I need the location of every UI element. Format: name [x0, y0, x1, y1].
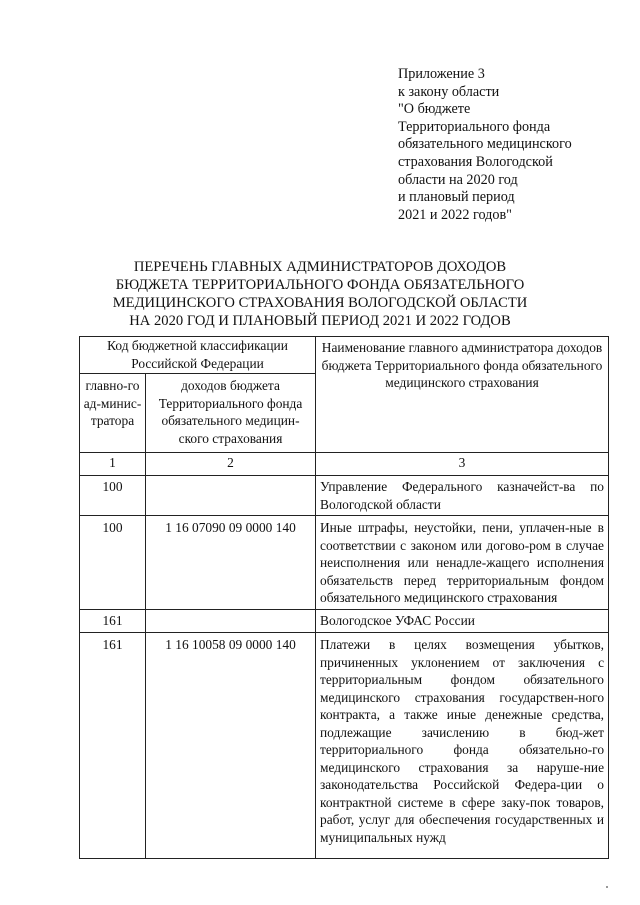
title-line: МЕДИЦИНСКОГО СТРАХОВАНИЯ ВОЛОГОДСКОЙ ОБЛАСТИ [112, 295, 528, 311]
document-title [60, 258, 580, 330]
admin-code: 161 [80, 609, 146, 633]
column-number: 3 [316, 453, 609, 476]
appendix-line: Территориального фонда [398, 118, 551, 135]
column-number: 2 [146, 453, 316, 476]
admin-code: 100 [80, 476, 146, 516]
table-row [80, 516, 609, 610]
title-line: НА 2020 ГОД И ПЛАНОВЫЙ ПЕРИОД 2021 И 2022 ГОДОВ [129, 313, 511, 329]
appendix-line: 2021 и 2022 годов" [398, 206, 512, 223]
table-row [80, 476, 609, 516]
administrators-table [79, 336, 609, 859]
income-code: 1 16 10058 09 0000 140 [146, 633, 316, 859]
appendix-line: к закону области [398, 83, 500, 100]
appendix-line: Приложение 3 [398, 66, 485, 82]
admin-name: Вологодское УФАС России [316, 609, 609, 633]
admin-code: 161 [80, 633, 146, 859]
appendix-line: страхования Вологодской [398, 153, 553, 170]
header-admin-name: Наименование главного администратора доходов бюджета Территориального фонда обязательного медицинского страхования [316, 337, 609, 453]
header-admin-code: главно-го ад-минис-тратора [80, 374, 146, 453]
admin-name: Платежи в целях возмещения убытков, причиненных уклонением от заключения с территориальным фондом обязательного медицинского страхования государствен-ного контракта, а также иные денежные средства, подлежащие зачислению в бюд-жет территориального фонда обязательно-го медицинского страхования за наруше-ние законодательства Российской Федера-ции о контрактной системе в сфере заку-пок товаров, работ, услуг для обеспечения государственных и муниципальных нужд [316, 633, 609, 859]
scan-speck [606, 886, 608, 888]
income-code [146, 476, 316, 516]
table-header-row [80, 337, 609, 374]
appendix-line: области на 2020 год [398, 171, 518, 188]
title-line: БЮДЖЕТА ТЕРРИТОРИАЛЬНОГО ФОНДА ОБЯЗАТЕЛЬНОГО [115, 277, 525, 293]
admin-name: Иные штрафы, неустойки, пени, уплачен-ные в соответствии с законом или догово-ром в случае неисполнения или ненадле-жащего исполнения обязательств перед территориальным фондом обязательного медицинского страхования [316, 516, 609, 610]
admin-name: Управление Федерального казначейст-ва по Вологодской области [316, 476, 609, 516]
appendix-line: обязательного медицинского [398, 136, 572, 153]
appendix-line: "О бюджете [398, 101, 471, 118]
header-income-code: доходов бюджета Территориального фонда обязательного медицин-ского страхования [146, 374, 316, 453]
table-row [80, 609, 609, 633]
income-code [146, 609, 316, 633]
income-code: 1 16 07090 09 0000 140 [146, 516, 316, 610]
appendix-note [398, 66, 628, 224]
title-line: ПЕРЕЧЕНЬ ГЛАВНЫХ АДМИНИСТРАТОРОВ ДОХОДОВ [133, 259, 507, 275]
table-row [80, 633, 609, 859]
appendix-line: и плановый период [398, 189, 515, 206]
header-code-group: Код бюджетной классификации Российской Федерации [80, 337, 316, 374]
admin-code: 100 [80, 516, 146, 610]
column-numbers-row [80, 453, 609, 476]
column-number: 1 [80, 453, 146, 476]
